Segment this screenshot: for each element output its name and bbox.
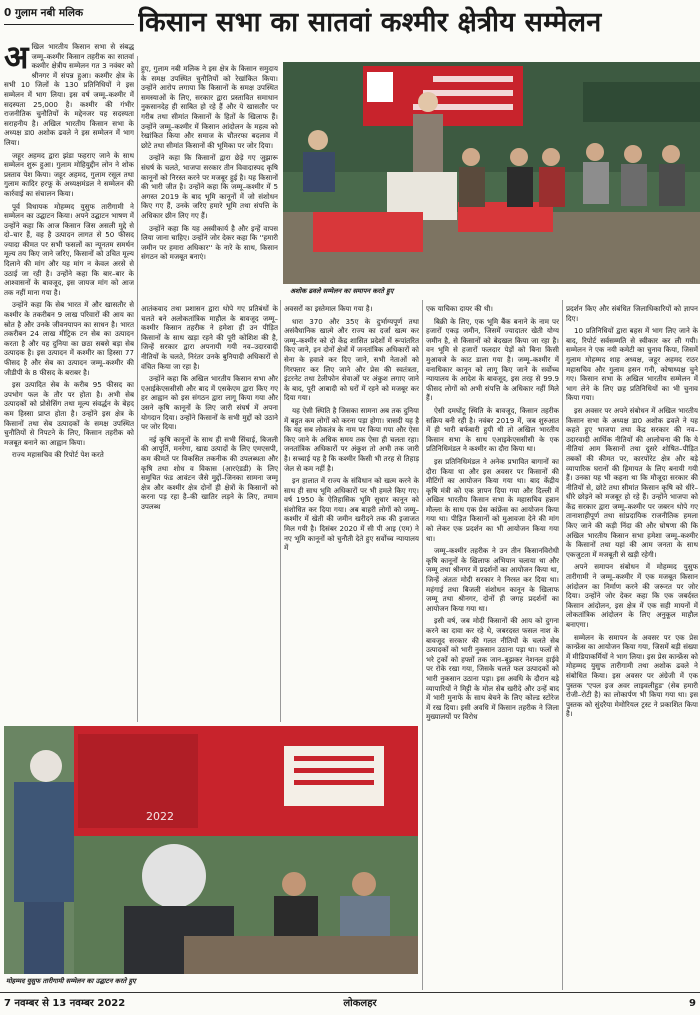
paragraph: बिक्री के लिए, एक भूमि बैंक बनाने के नाम पर हजारों एकड़ जमीन, जिसमें ज्यादातर खेती योग्य जमीन है, से किसानों को बेदखल किया जा रहा है। वन भूमि से हजारों फलदार पेड़ों को बिना किसी मुआवजे के काट डाला गया है। जम्मू–कश्मीर में वनाधिकार कानून को लागू किए जाने के सर्वोच्च न्यायालय के आदेश के बावजूद, इस तरह से 99.9 फीसद लोगों को अभी संपत्ति के अधिकार नहीं मिले हैं। xyxy=(426,316,559,403)
byline-rule xyxy=(4,24,134,25)
article-column-5 xyxy=(566,304,698,990)
paragraph: सम्मेलन के समापन के अवसर पर एक प्रेस कान्फ्रेंस का आयोजन किया गया, जिसमें बड़ी संख्या में मीडियाकर्मियों ने भाग लिया। इस प्रेस कान्फ्रेंस को मोहम्मद युसुफ तारीगामी तथा अशोक ढवले ने संबोधित किया। इस अवसर पर अंग्रेजी में एक पुस्तक 'एपल इज अवर लाइवलीहुड' (सेब हमारी रोजी–रोटी है) का लोकार्पण भी किया गया था। इस पुस्तक को सुंदरैया मेमोरियल ट्रस्ट ने प्रकाशित किया है। xyxy=(566,632,698,719)
paragraph: अपने समापन संबोधन में मोहम्मद युसुफ तारीगामी ने जम्मू–कश्मीर में एक मजबूत किसान आंदोलन का निर्माण करने की जरूरत पर जोर दिया। उन्होंने जोर देकर कहा कि एक जबर्दस्त किसान आंदोलन, इस क्षेत्र में एक सही मायनों में लोकतांत्रिक आंदोलन के लिए अनुकूल माहौल बनाएगा। xyxy=(566,562,698,629)
column-divider xyxy=(280,300,281,722)
paragraph: इस अवसर पर अपने संबोधन में अखिल भारतीय किसान सभा के अध्यक्ष डा0 अशोक ढवले ने यह कहते हुए भाजपा तथा केंद्र सरकार की नव–उदारवादी आर्थिक नीतियों की आलोचना की कि ये नीतियां आम किसानों तथा दूसरे शोषित–पीड़ित तबकों की कीमत पर, कारपोरेट क्षेत्र और बड़े व्यापारिक घरानों की हिमायत के लिए बनायी गयी हैं। उनका यह भी कहना था कि मौजूदा सरकार की नीतियों से, छोटे तथा सीमांत किसान कृषि को धीरे–धीरे छोड़ने को मजबूर हो रहे हैं। उन्होंने भाजपा को केंद्र सरकार द्वारा जम्मू–कश्मीर पर जबरन थोपे गए तानाशाहीपूर्ण तथा सांप्रदायिक राजनीतिक हमला किए जाने की कड़ी निंदा की और घोषणा की कि अखिल भारतीय किसान सभा हमेशा जम्मू–कश्मीर के किसानों तथा यहां की आम जनता के साथ एकजुटता में मजबूती से खड़ी रहेगी। xyxy=(566,405,698,559)
footer-page-number: 9 xyxy=(689,998,696,1009)
paragraph: खिल भारतीय किसान सभा से संबद्ध जम्मू–कश्मीर किसान तहरीक का सातवां कश्मीर क्षेत्रीय सम्मेलन गत 3 नवंबर को श्रीनगर में संपन्न हुआ। कश्मीर क्षेत्र के सभी 10 जिलों के 130 प्रतिनिधियों ने इस सम्मेलन में भाग लिया। इस वर्ष जम्मू–कश्मीर में सदस्यता 25,000 है। कश्मीर की गंभीर राजनीतिक चुनौतियों के मद्देनजर यह सदस्यता सराहनीय है। अखिल भारतीय किसान सभा के अध्यक्ष डा0 अशोक ढवले ने इस सम्मेलन में भाग लिया। xyxy=(4,42,134,147)
paragraph: अवसरों का इस्तेमाल किया गया है। xyxy=(284,304,373,313)
paragraph: हुए, गुलाम नबी मलिक ने इस क्षेत्र के किसान समुदाय के समक्ष उपस्थित चुनौतियों को रेखांकित किया। उन्होंने आरोप लगाया कि किसानों के समक्ष उपस्थित समस्याओं के लिए, सरकार द्वारा प्रस्तावित समाधान नुकसानदेह ही साबित हो रहे हैं और ये खासतौर पर गरीब तथा सीमांत किसानों के हितों के खिलाफ हैं। उन्होंने जम्मू–कश्मीर में किसान आंदोलन के महत्व को रेखांकित किया और समाज के चौतरफा बदलाव में छोटे तथा सीमांत किसानों की भूमिका पर जोर दिया। xyxy=(141,64,278,150)
paragraph: 10 प्रतिनिधियों द्वारा बहस में भाग लिए जाने के बाद, रिपोर्ट सर्वसम्मति से स्वीकार कर ली गयी। सम्मेलन ने एक नयी कमेटी का चुनाव किया, जिसमें गुलाम मोहम्मद शाह अध्यक्ष, जहूर अहमद राठर महासचिव और गुलाम हसन गनी, कोषाध्यक्ष चुने गए। किसान सभा के अखिल भारतीय सम्मेलन में भाग लेने के लिए छह प्रतिनिधियों का भी चुनाव किया गया। xyxy=(566,326,698,403)
byline: 0 गुलाम नबी मलिक xyxy=(4,7,84,19)
paragraph: प्रदर्शन किए और संबंधित जिलाधिकारियों को ज्ञापन दिए। xyxy=(566,304,698,323)
footer-rule xyxy=(0,992,700,993)
article-column-3 xyxy=(284,304,419,722)
drop-cap: अ xyxy=(4,42,29,76)
headline: किसान सभा का सातवां कश्मीर क्षेत्रीय सम्मेलन xyxy=(138,7,602,38)
photo-ashok-dhawale-speaking xyxy=(283,62,700,284)
paragraph: जहूर अहमद द्वारा झंडा फहराए जाने के साथ सम्मेलन शुरू हुआ। गुलाम मोहियुद्दीन लोन ने शोक प्रस्ताव पेश किया। जहूर अहमद, गुलाम रसूल तथा गुलाम कादिर हरफू के अध्यक्षमंडल ने सम्मेलन की कार्रवाई का संचालन किया। xyxy=(4,150,134,198)
paragraph: जम्मू–कश्मीर तहरीक ने उन तीन किसानविरोधी कृषि कानूनों के खिलाफ अभियान चलाया था और जम्मू तथा श्रीनगर में प्रदर्शनों का आयोजन किया था, जिन्हें अंततः मोदी सरकार ने निरस्त कर दिया था। महंगाई तथा बिजली संशोधन कानून के खिलाफ जम्मू तथा श्रीनगर, दोनों ही जगह प्रदर्शनों का आयोजन किया गया था। xyxy=(426,546,559,613)
article-column-2-continued xyxy=(141,304,278,722)
banner-year: 2022 xyxy=(146,810,174,823)
paragraph: उन्होंने कहा कि सेब भारत में और खासतौर से कश्मीर के तकरीबन 9 लाख परिवारों की आय का स्रोत है और उनके जीवनयापन का साधन है। भारत तकरीबन 24 लाख मीट्रिक टन सेब का उत्पादन करता है और यह दुनिया का छठा सबसे बड़ा सेब उत्पादक है। इस उत्पादन में कश्मीर का हिस्सा 77 फीसद है और सेब का उत्पादन जम्मू–कश्मीर की जीडीपी के 8 फीसद के बराबर है। xyxy=(4,300,134,377)
paragraph: एक याचिका दायर की थी। xyxy=(426,304,493,313)
paragraph: उन्होंने कहा कि अखिल भारतीय किसान सभा और एआईकेएससीसी और बाद में एसकेएम द्वारा किए गए हर आह्वान को इस संगठन द्वारा लागू किया गया और उसने कृषि कानूनों के लिए जारी संघर्ष में अपना योगदान दिया। उन्होंने किसानों के सभी मुद्दों को उठाने पर जोर दिया। xyxy=(141,374,278,432)
article-column-4 xyxy=(426,304,559,990)
paragraph: आतंकवाद तथा प्रशासन द्वारा थोपे गए प्रतिबंधों के चलते बने अलोकतांत्रिक माहौल के बावजूद जम्मू–कश्मीर किसान तहरीक ने हमेशा ही उन पीड़ित किसानों के साथ खड़ा रहने की पूरी कोशिश की है, जिन्हें सरकार द्वारा अपनायी गयी नव–उदारवादी नीतियों के चलते, निरंतर उनके बुनियादी अधिकारों से वंचित किया जा रहा है। xyxy=(141,304,278,371)
column-divider xyxy=(422,300,423,990)
paragraph: नई कृषि कानूनों के साथ ही सभी सिंचाई, बिजली की आपूर्ति, मनरेगा, खाद्य उत्पादों के लिए एमएसपी, कम कीमतें पर विकसित तकनीक की उपलब्धता और कृषि तथा शोध व विकास (आरएंडडी) के लिए समुचित फंड आवंटन जैसे मुद्दों–जिनका सामना जम्मू क्षेत्र और कश्मीर क्षेत्र दोनों ही क्षेत्रों के किसानों को करना पड़ रहा है–की खातिर लड़ने के लिए, तमाम उपलब्ध xyxy=(141,434,278,511)
paragraph: धारा 370 और 35ए के दुर्भाग्यपूर्ण तथा असंवैधानिक खात्मे और राज्य का दर्जा खत्म कर जम्मू–कश्मीर को दो केंद्र शासित प्रदेशों में रूपांतरित किए जाने, इन दोनों क्षेत्रों में जनतांत्रिक अधिकारों को सेना के हवाले कर दिए जाने, सभी नेताओं को गिरफ्तार कर लिए जाने और प्रेस की स्वतंत्रता, इंटरनेट तथा टेलीफोन सेवाओं पर अंकुश लगाए जाने के बाद, पूरी आबादी को घरों में रहने को मजबूर कर दिया गया। xyxy=(284,316,419,403)
paragraph: इन हालात में राज्य के संविधान को खत्म करने के साथ ही साथ भूमि अधिकारों पर भी हमले किए गए। वर्ष 1950 के ऐतिहासिक भूमि सुधार कानून को संशोधित कर दिया गया। अब बाहरी लोगों को जम्मू–कश्मीर में खेती की जमीन खरीदने तक की इजाजत मिल गयी है। दिसंबर 2020 में सी पी आइ (एम) ने नए भूमि कानूनों को चुनौती देते हुए सर्वोच्च न्यायालय में xyxy=(284,476,419,553)
paragraph: इस उत्पादित सेब के करीब 95 फीसद का उपभोग फल के तौर पर होता है। अभी सेब उत्पादकों को प्रोसेसिंग तथा मूल्य संवर्द्धन के बेहद कम हिस्सा प्राप्त होता है। उन्होंने इस क्षेत्र के किसानों तथा सेब उत्पादकों के समक्ष उपस्थित चुनौतियों से निपटने के लिए, किसान तहरीक को मजबूत बनाने का आह्वान किया। xyxy=(4,380,134,447)
photo-caption-top: अशोक ढवले सम्मेलन का समापन करते हुए xyxy=(290,287,394,295)
footer-dates: 7 नवम्बर से 13 नवम्बर 2022 xyxy=(4,998,126,1009)
paragraph: पूर्व विधायक मोहम्मद युसुफ तारीगामी ने सम्मेलन का उद्घाटन किया। अपने उद्घाटन भाषण में उन्होंने कहा कि आज किसान जिस असली मुद्दे से दो–चार हैं, वह है उत्पादन लागत से 50 फीसद ज्यादा कीमत पर सभी फसलों का न्यूनतम समर्थन मूल्य तय किए जाने जरिए, किसानों को उचित मूल्य दिलाने की मांग और यह मांग न केवल अरसे से उठाई जा रही है। उन्होंने कहा कि बार–बार के आश्वासनों के बावजूद, इस जायज मांग को आज तक नहीं माना गया है। xyxy=(4,201,134,297)
column-divider xyxy=(137,56,138,722)
paragraph: इस प्रतिनिधिमंडल ने अनेक प्रभावित बागानों का दौरा किया था और इस अवसर पर किसानों की मीटिंगों का आयोजन किया गया था। बाद केंद्रीय कृषि मंत्री को एक ज्ञापन दिया गया और दिल्ली में अखिल भारतीय किसान सभा के महासचिव हन्नान मौल्ला के साथ एक प्रेस कांफ्रेंस का आयोजन किया गया था। पीड़ित किसानों को मुआवजा देने की मांग को लेकर एक प्रदर्शन का भी आयोजन किया गया था। xyxy=(426,456,559,543)
paragraph: उन्होंने कहा कि यह अस्वीकार्य है और इन्हें वापस लिया जाना चाहिए। उन्होंने जोर देकर कहा कि ''हमारी जमीन पर हमारा अधिकार'' के नारे के साथ, किसान संगठन को मजबूत बनाएं। xyxy=(141,223,278,262)
paragraph: यह ऐसी स्थिति है जिसका सामना अब तक दुनिया में बहुत कम लोगों को करना पड़ा होगा। त्रासदी यह है कि यह सब लोकतंत्र के नाम पर किया गया और ऐसा किए जाने के अधिक समय तक ऐसा ही चलता रहा। जनतांत्रिक अधिकारों पर अंकुश तो अभी तक जारी है। सच्चाई यह है कि कश्मीर किसी भी तरह से तिहाड़ जेल से कम नहीं है। xyxy=(284,405,419,473)
paragraph: राज्य महासचिव की रिपोर्ट पेश करते xyxy=(12,450,104,460)
photo-tarigami-inaugurating xyxy=(4,726,418,974)
paragraph: ऐसी दमघोंटू स्थिति के बावजूद, किसान तहरीक सक्रिय बनी रही है। नवंबर 2019 में, जब शुरुआत में ही भारी बर्फबारी हुयी थी तो अखिल भारतीय किसान सभा के साथ एआइकेएससीसी के एक प्रतिनिधिमंडल ने कश्मीर का दौरा किया था। xyxy=(426,405,559,454)
article-column-2 xyxy=(141,64,278,304)
footer-paper-name: लोकलहर xyxy=(343,998,377,1009)
article-column-1 xyxy=(4,42,134,722)
paragraph: उन्होंने कहा कि किसानों द्वारा छेड़े गए जुझारू संघर्ष के चलते, भाजपा सरकार तीन विवादास्पद कृषि कानूनों को निरस्त करने पर मजबूर हुई है। यह किसानों की भारी जीत है। उन्होंने कहा कि जम्मू–कश्मीर में 5 अगस्त 2019 के बाद भूमि कानूनों में जो संशोधन किए गए हैं, उनके जरिए हमारे भूमि तथा संपत्ति के अधिकार छीन लिए गए हैं। xyxy=(141,153,278,220)
photo-caption-bottom: मोहम्मद युसुफ तारीगामी सम्मेलन का उद्घाटन करते हुए xyxy=(6,977,136,985)
paragraph: इसी वर्ष, जब मोदी किसानों की आय को दुगना करने का दावा कर रहे थे, जबरदस्त फसल नाश के बावजूद सरकार की गलत नीतियों के चलते सेब उत्पादकों को भारी नुकसान उठाना पड़ा था। फलों से भरे ट्रकों को हफ्तों तक जान–बूझकर नेशनल हाईवे पर रोके रखा गया, जिसके चलते फल उत्पादकों को भारी नुकसान उठाना पड़ा। इस अवधि के दौरान बड़े व्यापारियों ने मिट्टी के मोल सेब खरीदे और उन्हें बाद में भारी मुनाफे के साथ बेचने के लिए कोल्ड स्टोरेज में रख दिया। इसी अवधि में किसान तहरीक ने जिला मुख्यालयों पर विरोध xyxy=(426,616,559,722)
column-divider xyxy=(562,300,563,990)
